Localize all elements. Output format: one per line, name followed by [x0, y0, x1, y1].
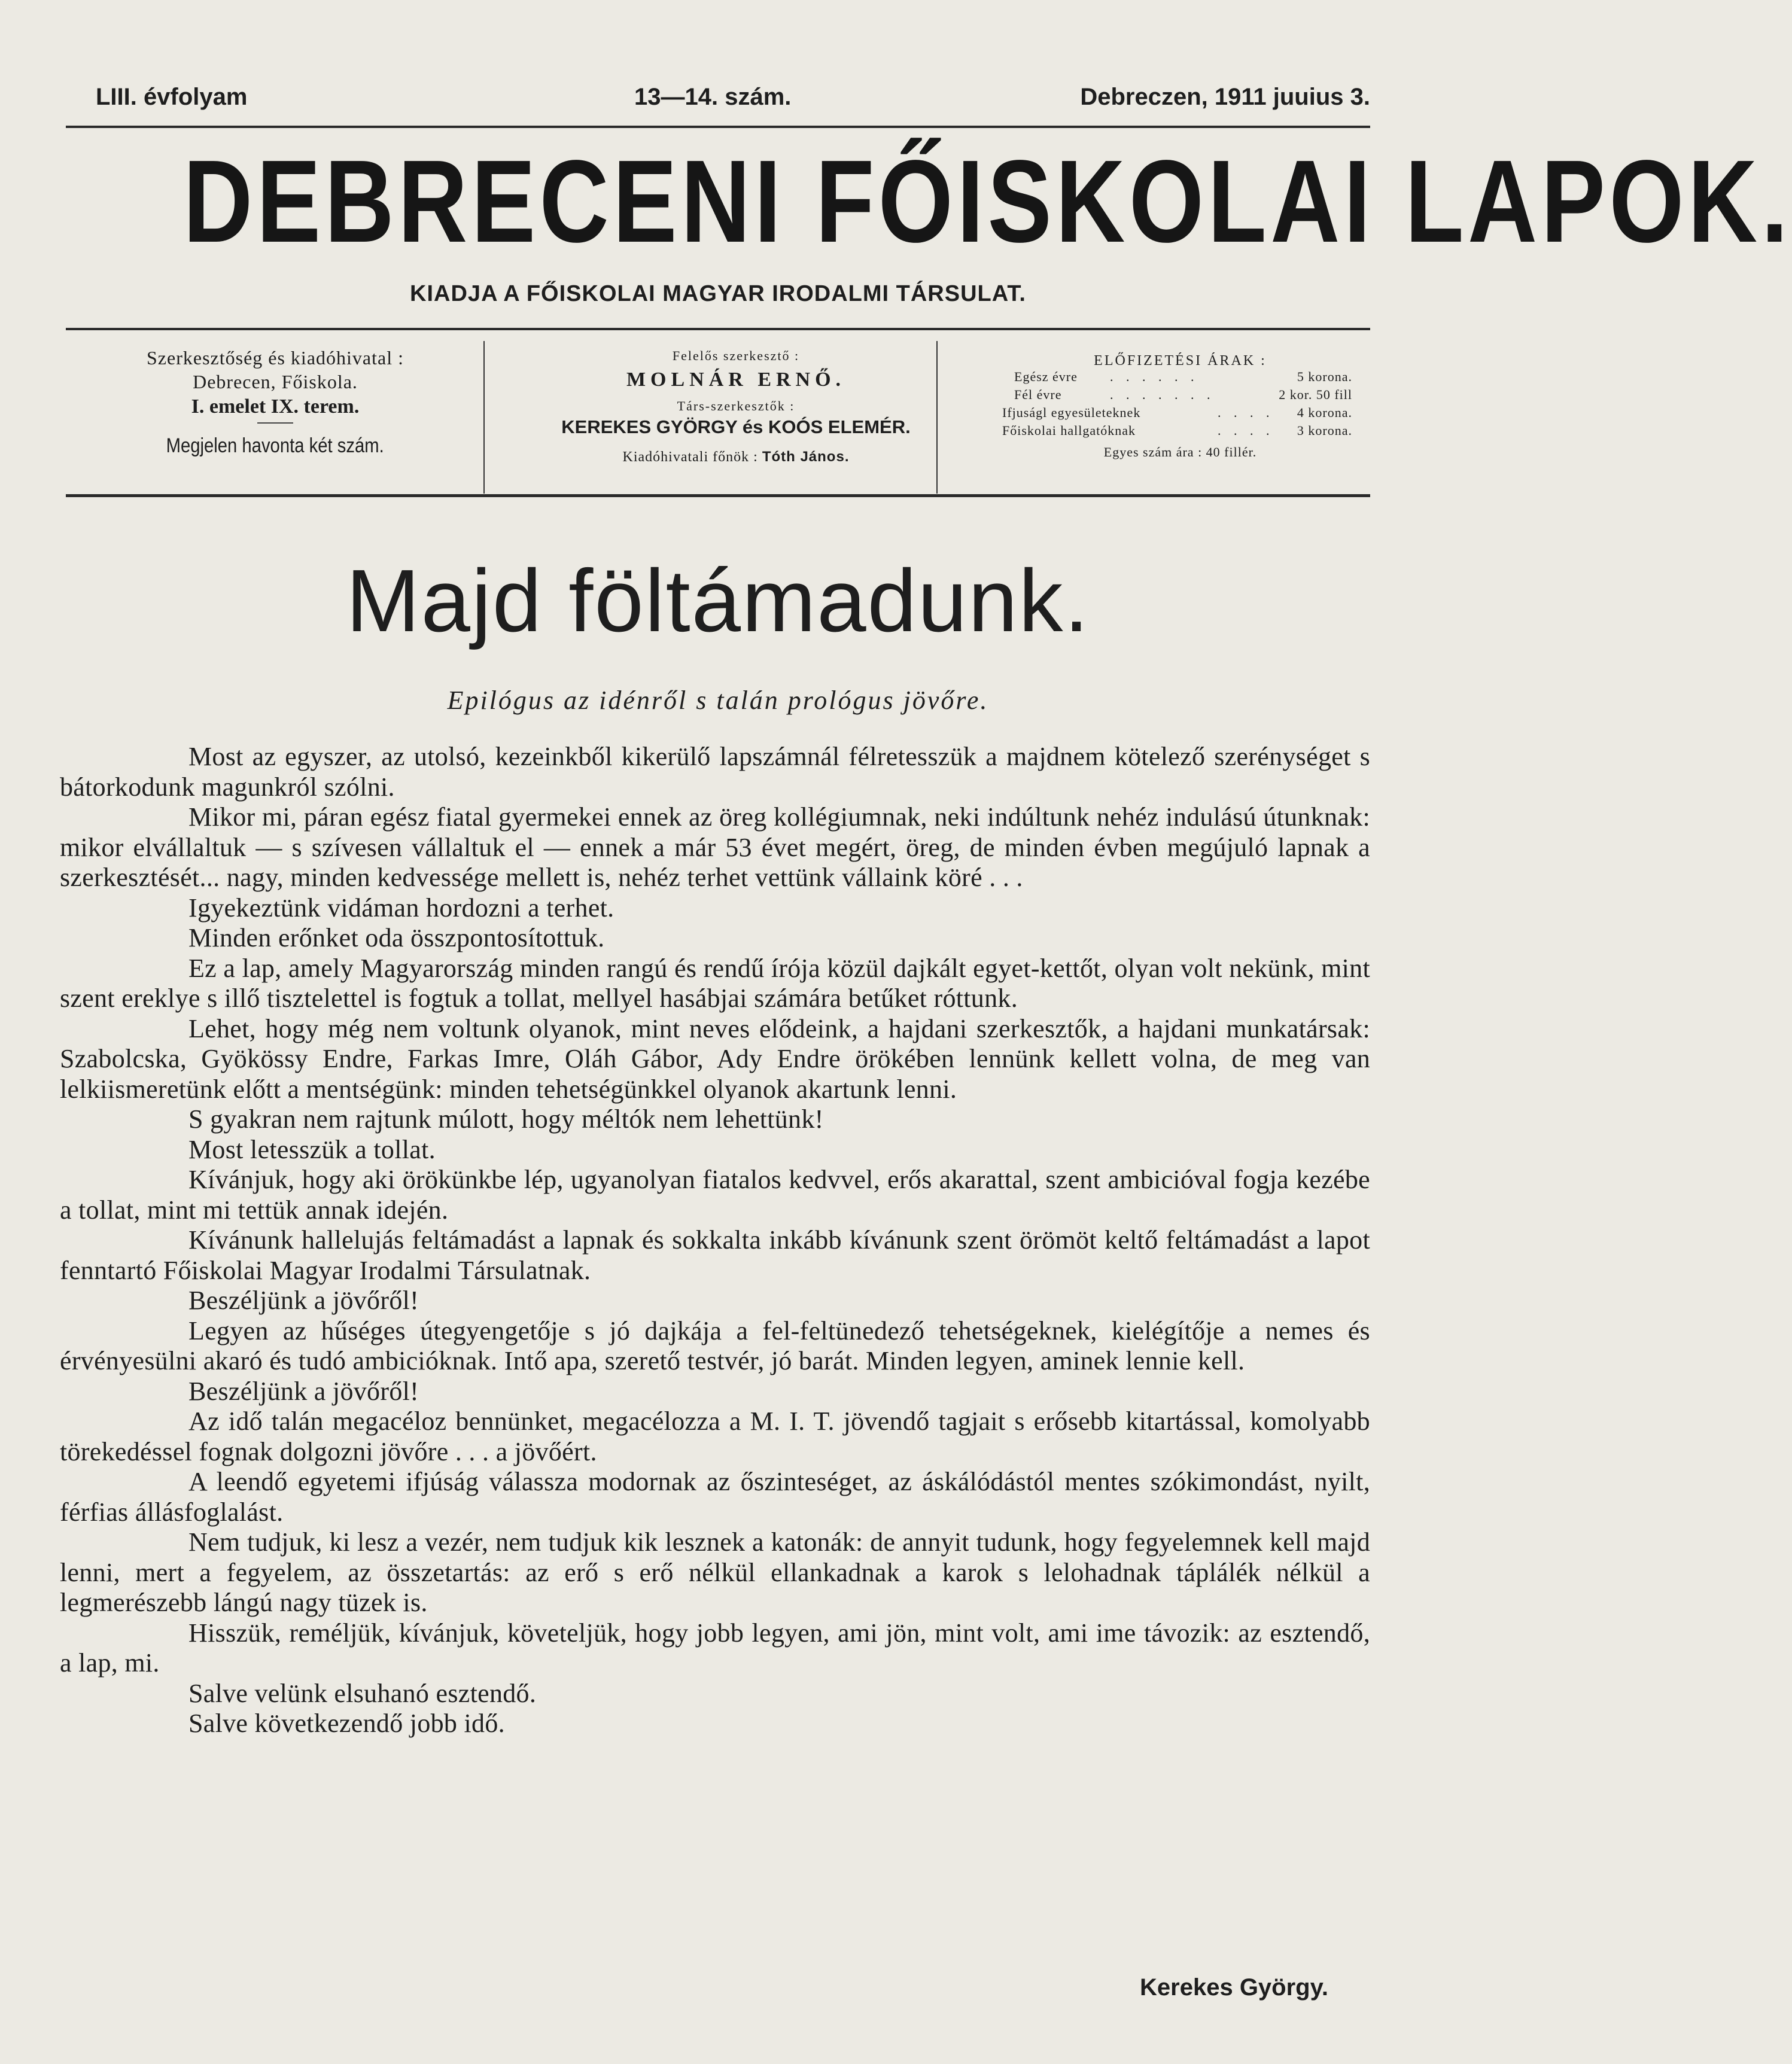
office-manager-name: Tóth János.	[762, 449, 850, 465]
article-subtitle: Epilógus az idénről s talán prológus jövőre.	[447, 686, 989, 715]
office-column	[69, 335, 482, 494]
office-manager-label: Kiadóhivatali főnök :	[622, 449, 758, 465]
leader-dots: . . . . . . .	[1110, 387, 1215, 402]
price-value: 3 korona.	[1297, 423, 1352, 438]
paragraph: Kívánjuk, hogy aki örökünkbe lép, ugyanolyan fiatalos kedvvel, erős akarattal, szent ambicióval fogja kezébe a tollat, mint mi tettük annak idején.	[60, 1165, 1370, 1225]
paragraph: Az idő talán megacéloz bennünket, megacélozza a M. I. T. jövendő tagjait s erősebb kitartással, komolyabb törekedéssel fognak dolgozni jövőre . . . a jövőért.	[60, 1407, 1370, 1466]
article-body	[60, 742, 1370, 1739]
paragraph: S gyakran nem rajtunk múlott, hogy méltók nem lehettünk!	[188, 1104, 824, 1134]
paragraph: Legyen az hűséges útegyengetője s jó dajkája a fel-feltünedező tehetségeknek, kielégítője a nemes és érvényesülni akaró és tudó ambicióknak. Intő apa, szerető testvér, jó barát. Minden legyen, aminek lennie kell.	[60, 1316, 1370, 1375]
assoc-editors-names: KEREKES GYÖRGY és KOÓS ELEMÉR.	[561, 416, 911, 437]
office-line2: Debrecen, Főiskola.	[193, 371, 358, 392]
place-date: Debreczen, 1911 juuius 3.	[1080, 84, 1370, 110]
volume-label: LIII. évfolyam	[96, 84, 248, 110]
masthead-title: DEBRECENI FŐISKOLAI LAPOK.	[183, 136, 1792, 267]
price-label: Fél évre	[1014, 387, 1062, 402]
paragraph: Mikor mi, páran egész fiatal gyermekei ennek az öreg kollégiumnak, neki indúltunk nehéz indulású útunknak: mikor elvállaltuk — s szívesen vállaltuk el — ennek a már 53 évet megért, öreg, de minden évben megújuló lapnak a szerkesztését... nagy, minden kedvessége mellett is, nehéz terhet vettünk vállaink köré . . .	[60, 802, 1370, 892]
price-row	[990, 423, 1370, 441]
assoc-editors-label: Társ-szerkesztők :	[677, 398, 795, 413]
price-row	[990, 369, 1370, 387]
author-signature: Kerekes György.	[1140, 1974, 1328, 2001]
office-line1: Szerkesztőség és kiadóhivatal :	[147, 347, 404, 369]
info-box	[69, 335, 1370, 494]
top-rule	[66, 126, 1370, 128]
publisher-line: KIADJA A FŐISKOLAI MAGYAR IRODALMI TÁRSULAT.	[410, 281, 1026, 306]
paragraph: Ez a lap, amely Magyarország minden rangú és rendű írója közül dajkált egyet-kettőt, olyan volt nekünk, mint szent ereklye s illő tisztelettel is fogtuk a tollat, mellyel hasábjai számára betűket róttunk.	[60, 953, 1370, 1013]
column-divider	[483, 341, 485, 494]
prices-title: ELŐFIZETÉSI ÁRAK :	[1094, 353, 1267, 369]
price-row	[990, 387, 1370, 405]
price-value: 4 korona.	[1297, 405, 1352, 420]
leader-dots: . . . .	[1218, 423, 1274, 438]
chief-editor-label: Felelős szerkesztő :	[672, 348, 800, 363]
office-manager	[488, 449, 984, 465]
editors-column	[488, 335, 984, 494]
single-issue-price: Egyes szám ára : 40 fillér.	[1103, 445, 1257, 459]
price-label: Egész évre	[1014, 369, 1078, 384]
price-label: Ifjuságl egyesületeknek	[1002, 405, 1141, 420]
article-title: Majd föltámadunk.	[346, 552, 1090, 650]
paragraph: Most az egyszer, az utolsó, kezeinkből kikerülő lapszámnál félretesszük a majdnem kötelező szerénységet s bátorkodunk magunkról szólni.	[60, 742, 1370, 802]
paragraph: Most letesszük a tollat.	[188, 1134, 436, 1164]
paragraph: Salve velünk elsuhanó esztendő.	[188, 1678, 537, 1708]
office-line3: I. emelet IX. terem.	[191, 395, 360, 418]
office-separator	[257, 422, 293, 424]
issue-number: 13—14. szám.	[634, 84, 792, 110]
paragraph: Beszéljünk a jövőről!	[188, 1286, 419, 1315]
column-divider	[936, 341, 938, 494]
paragraph: Kívánunk hallelujás feltámadást a lapnak és sokkalta inkább kívánunk szent örömöt keltő feltámadást a lapot fenntartó Főiskolai Magyar Irodalmi Társulatnak.	[60, 1225, 1370, 1285]
prices-column	[990, 335, 1370, 494]
paragraph: Lehet, hogy még nem voltunk olyanok, mint neves elődeink, a hajdani szerkesztők, a hajdani munkatársak: Szabolcska, Gyökössy Endre, Farkas Imre, Oláh Gábor, Ady Endre örökében lennünk kellett volna, de meg van lelkiismeretünk előtt a mentségünk: minden tehetségünkkel olyanok akartunk lenni.	[60, 1013, 1370, 1104]
issue-info-line	[96, 84, 1370, 120]
paragraph: Salve következendő jobb idő.	[188, 1709, 505, 1738]
paragraph: Igyekeztünk vidáman hordozni a terhet.	[188, 893, 614, 923]
paragraph: Hisszük, reméljük, kívánjuk, követeljük, hogy jobb legyen, ami jön, mint volt, ami ime távozik: az esztendő, a lap, mi.	[60, 1618, 1370, 1678]
leader-dots: . . . .	[1218, 405, 1274, 420]
paragraph: Beszéljünk a jövőről!	[188, 1376, 419, 1406]
paragraph: Nem tudjuk, ki lesz a vezér, nem tudjuk kik lesznek a katonák: de annyit tudunk, hogy fegyelemnek kell majd lenni, mert a fegyelem, az összetartás: az erő s erő nélkül ellankadnak a karok s lelohadnak táplálék nélkül a legmerészebb lángú nagy tüzek is.	[60, 1527, 1370, 1617]
infobox-bottom-rule	[66, 494, 1370, 497]
price-row	[990, 405, 1370, 423]
price-value: 5 korona.	[1297, 369, 1352, 384]
leader-dots: . . . . . .	[1110, 369, 1199, 384]
price-label: Főiskolai hallgatóknak	[1002, 423, 1136, 438]
publication-frequency: Megjelen havonta két szám.	[166, 434, 385, 457]
paragraph: A leendő egyetemi ifjúság válassza modornak az őszinteséget, az áskálódástól mentes szókimondást, nyilt, férfias állásfoglalást.	[60, 1467, 1370, 1527]
price-value: 2 kor. 50 fill	[1279, 387, 1352, 402]
paragraph: Minden erőnket oda összpontosítottuk.	[188, 923, 605, 952]
infobox-top-rule	[66, 328, 1370, 330]
chief-editor-name: MOLNÁR ERNŐ.	[626, 369, 846, 391]
